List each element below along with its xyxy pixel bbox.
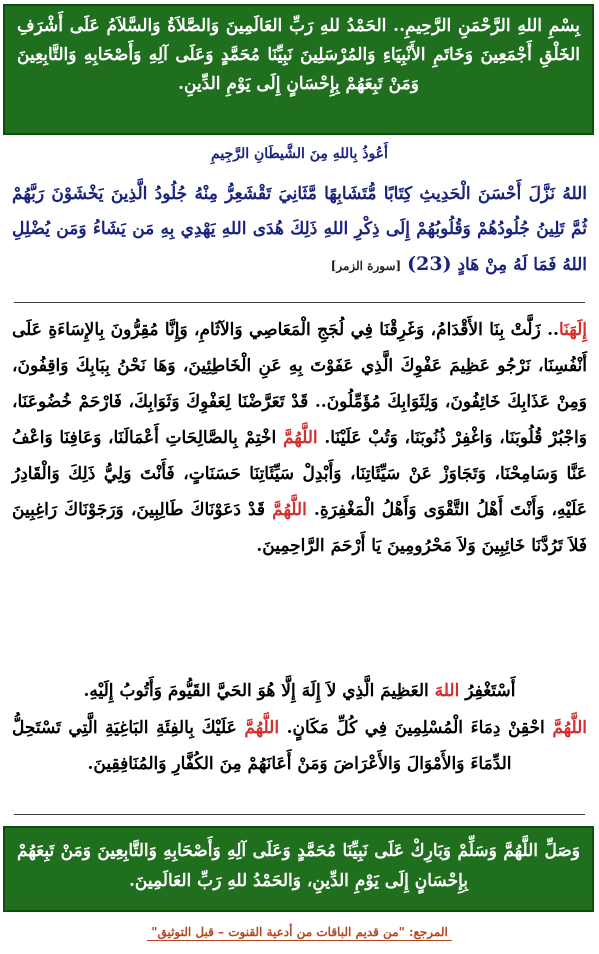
dua2-allahumma-1: اللَّهُمَّ bbox=[552, 718, 587, 738]
istighfar-allah: اللهَ bbox=[434, 681, 460, 701]
reference-text: المرجع: "من قديم الباقات من أدعية القنوت – قبل التوثيق" bbox=[147, 925, 452, 941]
divider-top bbox=[14, 302, 585, 303]
dua-allahumma-2: اللَّهُمَّ bbox=[272, 500, 307, 520]
quran-verse: اللهُ نَزَّلَ أَحْسَنَ الْحَدِيثِ كِتَابًا مُّتَشَابِهًا مَّثَانِيَ تَقْشَعِرُّ مِنْهُ جُلُودُ الَّذِينَ يَخْشَوْنَ رَبَّهُمْ ثُمَّ تَلِينُ جُلُودُهُمْ وَقُلُوبُهُمْ إِلَى ذِكْرِ اللهِ ذَلِكَ هُدَى اللهِ يَهْدِي بِهِ مَن يَشَاءُ وَمَن يُضْلِلِ اللهُ فَمَا لَهُ مِنْ هَادٍ bbox=[12, 184, 587, 275]
header-text: بِسْمِ اللهِ الرَّحْمَنِ الرَّحِيمِ.. الحَمْدُ للهِ رَبِّ العَالَمِينَ وَالصَّلاَةُ وَالسَّلاَمُ عَلَى أَشْرَفِ الخَلْقِ أَجْمَعِينَ وَخَاتَمِ الأَنْبِيَاءِ وَالمُرْسَلِينَ نَبِيِّنَا مُحَمَّدٍ وَعَلَى آلِهِ وَأَصْحَابِهِ وَالتَّابِعِينَ وَمَنْ تَبِعَهُمْ بِإِحْسَانٍ إِلَى يَوْمِ الدِّينِ. bbox=[17, 16, 580, 94]
dua-allahumma-1: اللَّهُمَّ bbox=[282, 428, 318, 448]
dua2-part-2: عَلَيْكَ بِالفِئَةِ البَاغِيَةِ الَّتِي تَسْتَحِلُّ الدِّمَاءَ وَالأَمْوَالَ وَالأَعْرَاضَ وَمَنْ أَعَانَهُمْ مِنَ الكُفَّارِ وَالمُنَافِقِينَ. bbox=[12, 718, 512, 774]
dua2-allahumma-2: اللَّهُمَّ bbox=[244, 718, 280, 738]
quran-verse-block bbox=[12, 177, 587, 284]
istighfar-before: أَسْتَغْفِرُ bbox=[459, 681, 516, 701]
footer-banner bbox=[3, 826, 594, 912]
header-banner bbox=[3, 4, 594, 135]
dua-second-paragraph bbox=[12, 710, 587, 782]
footer-text: وَصَلِّ اللَّهُمَّ وَسَلِّمْ وَبَارِكْ عَلَى نَبِيِّنَا مُحَمَّدٍ وَعَلَى آلِهِ وَأَصْحَابِهِ وَالتَّابِعِينَ وَمَنْ تَبِعَهُمْ بِإِحْسَانٍ إِلَى يَوْمِ الدِّينِ، وَالحَمْدُ للهِ رَبِّ العَالَمِينَ. bbox=[17, 841, 580, 891]
istiadha-line: أَعُوذُ بِاللهِ مِنَ الشَّيطَانِ الرَّجِيمِ bbox=[211, 146, 388, 162]
reference-note bbox=[0, 925, 599, 939]
surah-name: [سورة الزمر] bbox=[330, 259, 402, 273]
istighfar-line bbox=[0, 681, 599, 701]
dua-part-2: اخْتِمْ بِالصَّالِحَاتِ أَعْمَالَنَا، وَعَافِنَا وَاعْفُ عَنَّا وَسَامِحْنَا، وَتَجَاوَزْ عَنْ سَيِّئَاتِنَا، وَأَبْدِلْ سَيِّئَاتِنَا حَسَنَاتٍ، فَأَنْتَ وَلِيُّ ذَلِكَ وَالْقَادِرُ عَلَيْهِ، وَأَنْتَ أَهْلُ التَّقْوَى وَأَهْلُ الْمَغْفِرَةِ. bbox=[12, 428, 587, 520]
dua2-part-1: احْقِنْ دِمَاءَ الْمُسْلِمِينَ فِي كُلِّ مَكَانٍ. bbox=[279, 718, 553, 738]
dua-part-1: .. زَلَّتْ بِنَا الأَقْدَامُ، وَغَرِقْنَا فِي لُجَجِ الْمَعَاصِي وَالآثَامِ، وَإِنَّا مُقِرُّونَ بِالإِسَاءَةِ عَلَى أَنْفُسِنَا، نَرْجُو عَظِيمَ عَفْوِكَ الَّذِي عَفَوْتَ بِهِ عَنِ الْخَاطِئِينَ، وَهَا نَحْنُ بِبَابِكَ وَاقِفُونَ، وَمِنْ عَذَابِكَ خَائِفُونَ، وَلِثَوَابِكَ مُؤَمِّلُونَ.. قَدْ تَعَرَّضْنَا لِعَفْوِكَ وَثَوَابِكَ، فَارْحَمْ خُضُوعَنَا، وَاجْبُرْ قُلُوبَنَا، وَاغْفِرْ ذُنُوبَنَا، وَتُبْ عَلَيْنَا. bbox=[12, 320, 587, 448]
dua-part-3: قَدْ دَعَوْنَاكَ طَالِبِينَ، وَرَجَوْنَاكَ رَاغِبِينَ فَلاَ تَرُدَّنَا خَائِبِينَ وَلاَ مَحْرُومِينَ يَا أَرْحَمَ الرَّاحِمِينَ. bbox=[12, 500, 587, 556]
divider-bottom bbox=[14, 814, 585, 815]
ayah-number: (23) bbox=[407, 253, 452, 275]
dua-opening: إِلَهَنَا bbox=[558, 320, 587, 340]
dua-paragraph bbox=[12, 312, 587, 564]
istighfar-after: العَظِيمَ الَّذِي لاَ إِلَهَ إِلَّا هُوَ الحَيَّ القَيُّومَ وَأَتُوبُ إِلَيْهِ. bbox=[83, 681, 435, 701]
